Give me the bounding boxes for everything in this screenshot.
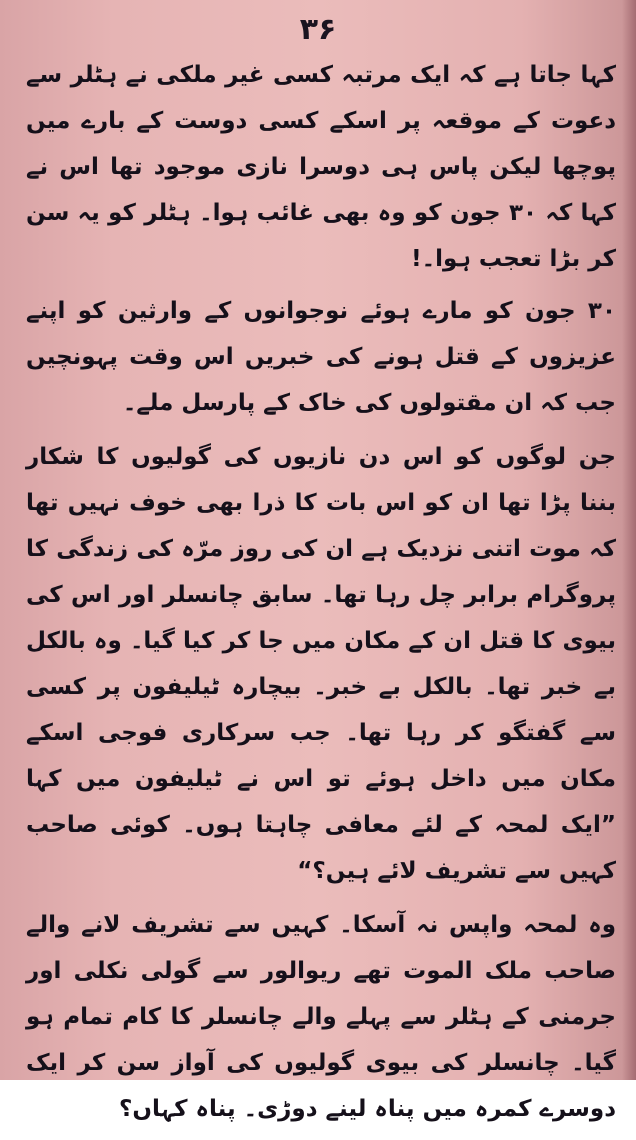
page-edge-shadow [622, 0, 636, 1080]
page-text-body [26, 52, 616, 1140]
paragraph-4: وہ لمحہ واپس نہ آسکا۔ کہیں سے تشریف لانے والے صاحب ملک الموت تھے ریوالور سے گولی نکلی اور جرمنی کے ہٹلر سے پہلے والے چانسلر کا کام تمام ہو گیا۔ چانسلر کی بیوی گولیوں کی آواز سن کر ایک دوسرے کمرہ میں پناہ لینے دوڑی۔ پناہ کہاں؟ [26, 912, 616, 1122]
paragraph-2: ۳۰ جون کو مارے ہوئے نوجوانوں کے وارثین کو اپنے عزیزوں کے قتل ہونے کی خبریں اس وقت پہونچیں جب کہ ان مقتولوں کی خاک کے پارسل ملے۔ [26, 298, 616, 416]
paragraph-1: کہا جاتا ہے کہ ایک مرتبہ کسی غیر ملکی نے ہٹلر سے دعوت کے موقعہ پر اسکے کسی دوست کے بارے میں پوچھا لیکن پاس ہی دوسرا نازی موجود تھا اس نے کہا کہ ۳۰ جون کو وہ بھی غائب ہوا۔ ہٹلر کو یہ سن کر بڑا تعجب ہوا۔! [26, 62, 617, 272]
paragraph-3: جن لوگوں کو اس دن نازیوں کی گولیوں کا شکار بننا پڑا تھا ان کو اس بات کا ذرا بھی خوف نہیں تھا کہ موت اتنی نزدیک ہے ان کی روز مرّہ کی زندگی کا پروگرام برابر چل رہا تھا۔ سابق چانسلر اور اس کی بیوی کا قتل ان کے مکان میں جا کر کیا گیا۔ وہ بالکل بے خبر تھا۔ بالکل بے خبر۔ بیچارہ ٹیلیفون پر کسی سے گفتگو کر رہا تھا۔ جب سرکاری فوجی اسکے مکان میں داخل ہوئے تو اس نے ٹیلیفون میں کہا ”ایک لمحہ کے لئے معافی چاہتا ہوں۔ کوئی صاحب کہیں سے تشریف لائے ہیں؟“ [26, 444, 616, 884]
page-number: ۳۶ [299, 12, 337, 47]
